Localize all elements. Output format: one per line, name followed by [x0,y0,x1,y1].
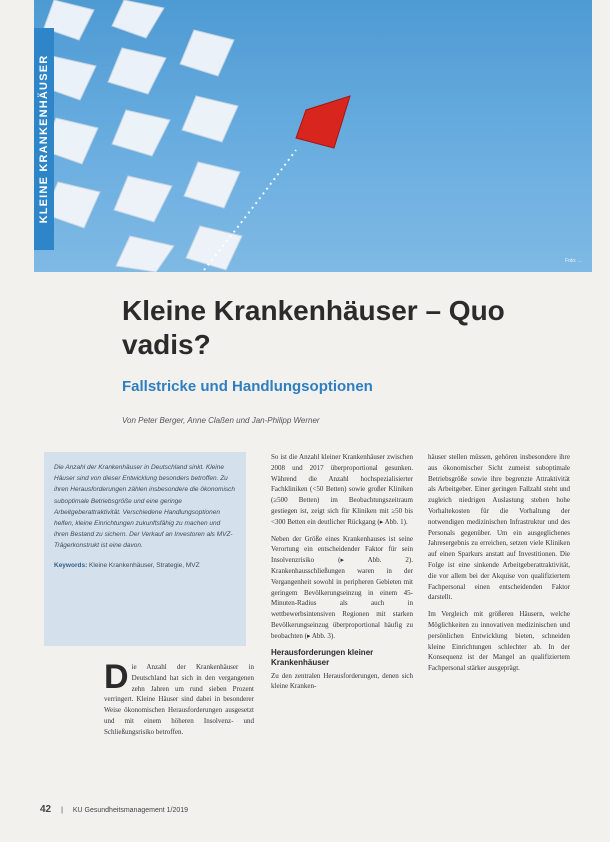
red-paper-boat [296,96,350,148]
body-paragraph: Im Vergleich mit größeren Häusern, welche Möglichkeiten zu innovativen medizinischen und persönlichen Entwicklung bieten, schneiden kleine Einrichtungen schlechter ab. In der Konsequenz ist der Mangel an qualifiziertem Fachpersonal stärker ausgeprägt. [428,610,570,673]
body-paragraph: So ist die Anzahl kleiner Krankenhäuser zwischen 2008 und 2017 überproportional gesunken. Während die Anzahl hochspezialisierter Fachkliniken (<50 Betten) sowie großer Kliniken (≥500 Betten) im Beobachtungszeitraum gestiegen ist, zeigt sich für Kliniken mit ≥50 bis <300 Betten ein deutlicher Rückgang (▸ Abb. 1). [271,453,413,526]
article-title: Kleine Krankenhäuser – Quo vadis? [122,295,505,360]
dropcap-letter: D [104,658,129,696]
body-column-3 [428,452,570,680]
body-paragraph [104,658,254,738]
page-footer [40,804,188,815]
body-column-2 [271,452,413,698]
footer-separator: | [61,807,63,814]
paper-boats-illustration [34,0,592,272]
article-subtitle: Fallstricke und Handlungsoptionen [122,378,373,395]
photo-credit: Foto: ... [565,258,582,264]
section-heading: Herausforderungen kleiner Krankenhäuser [271,647,374,667]
hero-image [34,0,592,272]
body-paragraph: häuser stellen müssen, gehören insbesondere ihre aus ökonomischer Sicht zumeist suboptimale Betriebsgröße sowie ihre begrenzte Attraktivität als Arbeitgeber. Einer geringen Fallzahl steht und zugleich niedrigen Auslastung stehen hohe Vorhaltekosten für die Vorhaltung der notwendigen medizinischen Infrastruktur und des Personals gegenüber. Um ein ausgeglichenes Jahresergebnis zu erreichen, setzen viele Kliniken auf einen Sparkurs anstatt auf Investitionen. Die Folge ist eine sinkende Arbeitgeberattraktivität, die vor allem bei der Akquise von qualifiziertem Fachpersonal einen entscheidenden Faktor darstellt. [428,453,570,602]
journal-name: KU Gesundheitsmanagement 1/2019 [72,807,189,814]
page-number: 42 [40,804,52,815]
side-label-text: KLEINE KRANKENHÄUSER [38,54,50,224]
intro-text: ie Anzahl der Krankenhäuser in Deutschland hat sich in den vergangenen zehn Jahren um rund sieben Prozent verringert. Kleine Häuser sind dabei in besonderer Weise ökonomischen Herausforderungen ausgesetzt und mit einem höheren Insolvenz- und Schließungsrisiko betroffen. [104,663,254,736]
body-paragraph: Neben der Größe eines Krankenhauses ist seine Verortung ein entscheidender Faktor für sein Insolvenzrisiko (▸ Abb. 2). Krankenhausschließungen waren in der Vergangenheit sowohl in peripheren Gebieten mit geringem Bevölkerungseinzug in einem 45-Minuten-Radius als auch in wettbewerbsintensiven Regionen mit starken Bevölkerungseinzug überproportional häufig zu beobachten (▸ Abb. 3). [271,534,413,640]
body-paragraph: Zu den zentralen Herausforderungen, denen sich kleine Kranken- [271,671,413,691]
article-authors: Von Peter Berger, Anne Claßen und Jan-Philipp Werner [122,416,320,425]
body-column-1 [104,658,254,744]
section-side-label [34,28,54,250]
keywords-label: Keywords: [54,561,88,569]
keywords-value: Kleine Krankenhäuser, Strategie, MVZ [89,561,200,569]
abstract-box [44,452,246,646]
abstract-text: Die Anzahl der Krankenhäuser in Deutschland sinkt. Kleine Häuser sind von dieser Entwicklung besonders betroffen. Zu ihren Herausforderungen zählen insbesondere die ökonomisch suboptimale Betriebsgröße und eine geringe Arbeitgeberattraktivität. Verschiedene Handlungsoptionen helfen, kleine Einrichtungen zukunftsfähig zu machen und ihren Bestand zu sichern. Der Verkauf an Investoren als MVZ-Trägerkonstrukt ist eine davon. [54,464,236,550]
keywords-line [54,560,236,571]
